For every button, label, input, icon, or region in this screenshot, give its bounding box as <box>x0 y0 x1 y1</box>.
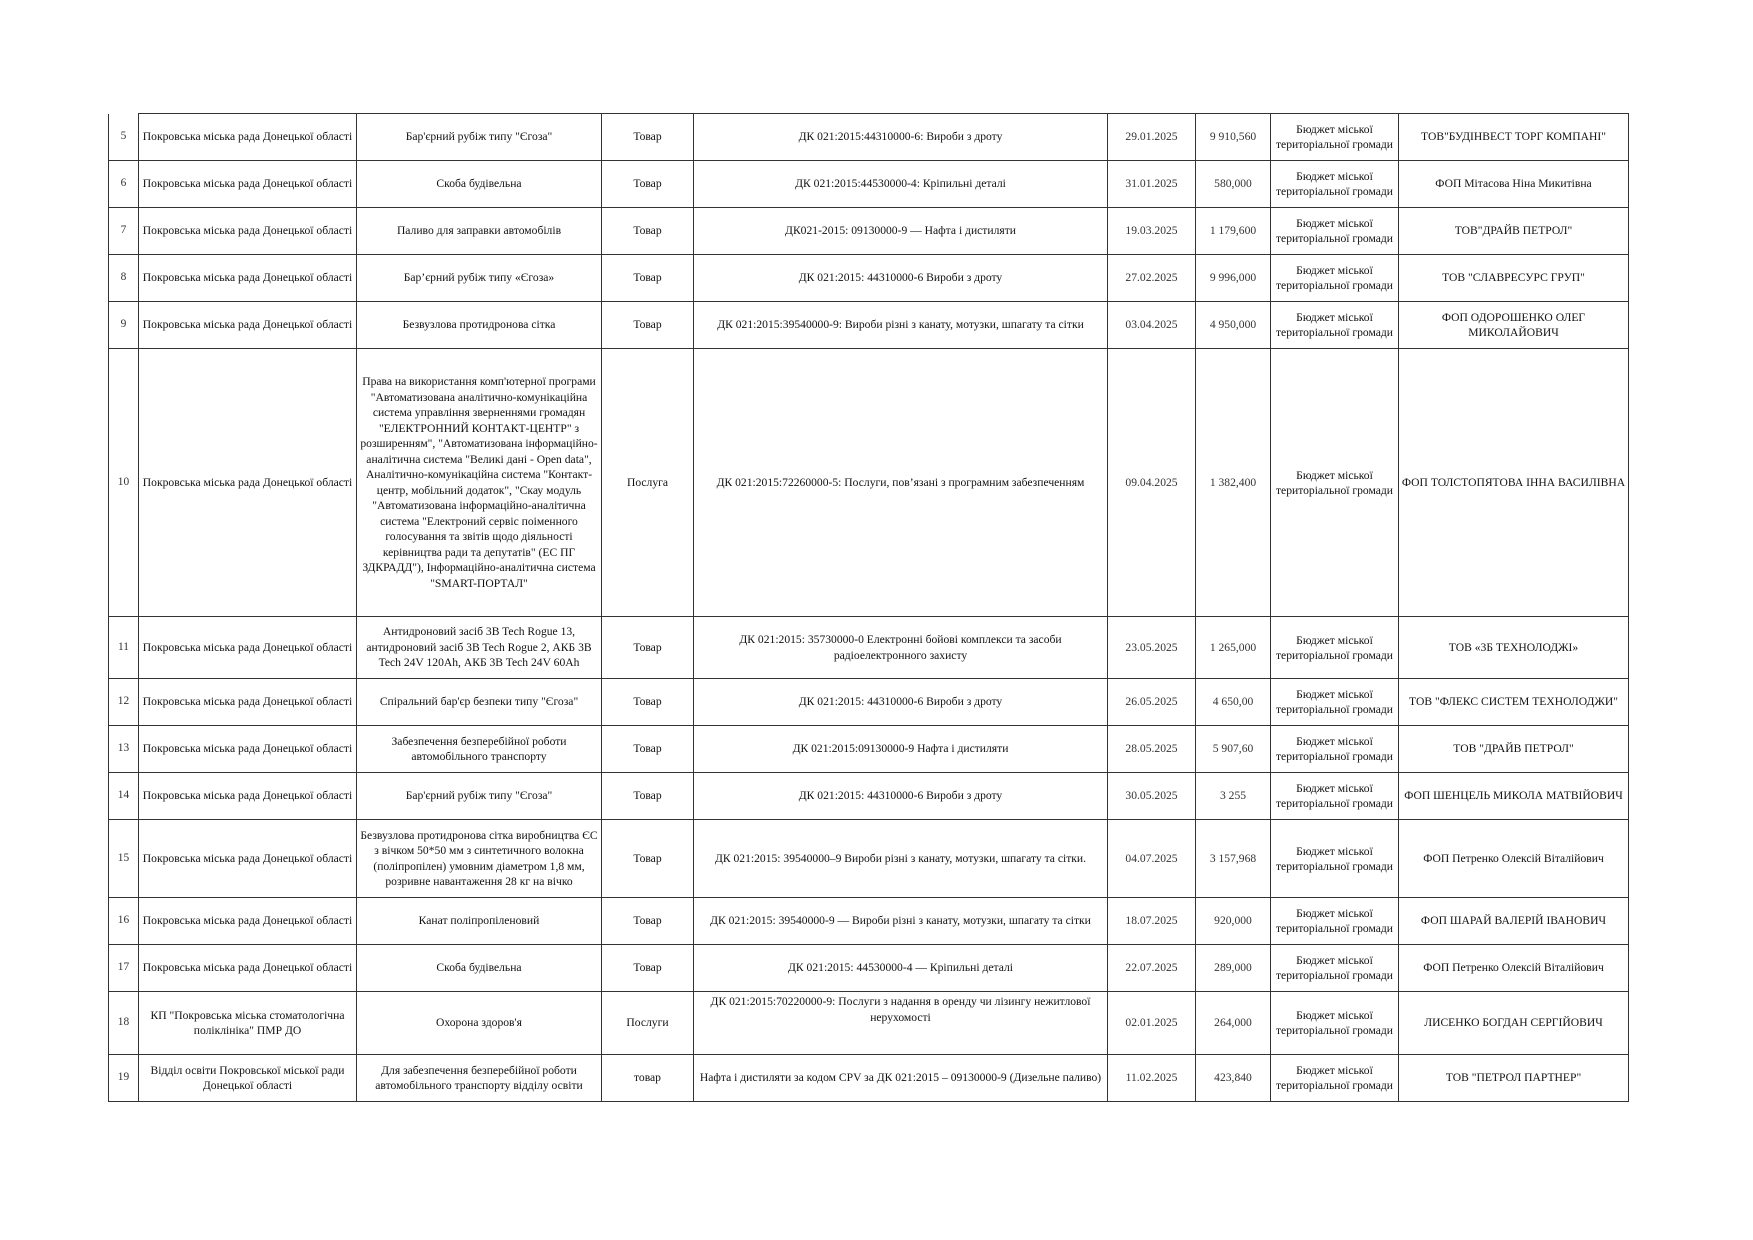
amount-cell: 1 265,000 <box>1196 617 1271 679</box>
row-number: 9 <box>109 302 139 349</box>
procurement-type-cell: Послуги <box>602 992 694 1055</box>
table-row <box>109 349 1629 617</box>
table-row <box>109 898 1629 945</box>
amount-cell: 4 950,000 <box>1196 302 1271 349</box>
row-number: 11 <box>109 617 139 679</box>
contract-date-cell: 19.03.2025 <box>1108 208 1196 255</box>
customer-cell: Покровська міська рада Донецької області <box>139 617 357 679</box>
table-row <box>109 1055 1629 1102</box>
subject-cell: Охорона здоров'я <box>357 992 602 1055</box>
procurement-type-cell: Товар <box>602 679 694 726</box>
amount-cell: 920,000 <box>1196 898 1271 945</box>
customer-cell: Покровська міська рада Донецької області <box>139 773 357 820</box>
row-number: 8 <box>109 255 139 302</box>
funding-source-cell: Бюджет міської територіальної громади <box>1271 1055 1399 1102</box>
subject-cell: Бар'єрний рубіж типу "Єгоза" <box>357 114 602 161</box>
customer-cell: Покровська міська рада Донецької області <box>139 208 357 255</box>
table-row <box>109 617 1629 679</box>
cpv-code-cell: ДК021-2015: 09130000-9 — Нафта і дистиляти <box>694 208 1108 255</box>
supplier-cell: ТОВ «3Б ТЕХНОЛОДЖІ» <box>1399 617 1629 679</box>
funding-source-cell: Бюджет міської територіальної громади <box>1271 255 1399 302</box>
funding-source-cell: Бюджет міської територіальної громади <box>1271 302 1399 349</box>
customer-cell: Покровська міська рада Донецької області <box>139 302 357 349</box>
customer-cell: Покровська міська рада Донецької області <box>139 114 357 161</box>
supplier-cell: ФОП Петренко Олексій Віталійович <box>1399 820 1629 898</box>
row-number: 18 <box>109 992 139 1055</box>
contract-date-cell: 18.07.2025 <box>1108 898 1196 945</box>
customer-cell: Покровська міська рада Донецької області <box>139 898 357 945</box>
funding-source-cell: Бюджет міської територіальної громади <box>1271 617 1399 679</box>
amount-cell: 9 996,000 <box>1196 255 1271 302</box>
funding-source-cell: Бюджет міської територіальної громади <box>1271 820 1399 898</box>
contract-date-cell: 23.05.2025 <box>1108 617 1196 679</box>
cpv-code-cell: ДК 021:2015: 44310000-6 Вироби з дроту <box>694 679 1108 726</box>
subject-cell: Скоба будівельна <box>357 161 602 208</box>
contract-date-cell: 29.01.2025 <box>1108 114 1196 161</box>
table-row <box>109 208 1629 255</box>
customer-cell: Покровська міська рада Донецької області <box>139 161 357 208</box>
amount-cell: 3 255 <box>1196 773 1271 820</box>
contract-date-cell: 22.07.2025 <box>1108 945 1196 992</box>
table-row <box>109 255 1629 302</box>
procurement-type-cell: Товар <box>602 255 694 302</box>
row-number: 15 <box>109 820 139 898</box>
supplier-cell: ФОП ТОЛСТОПЯТОВА ІННА ВАСИЛІВНА <box>1399 349 1629 617</box>
table-row <box>109 302 1629 349</box>
table-body <box>109 114 1629 1102</box>
row-number: 13 <box>109 726 139 773</box>
subject-cell: Спіральний бар'єр безпеки типу "Єгоза" <box>357 679 602 726</box>
funding-source-cell: Бюджет міської територіальної громади <box>1271 945 1399 992</box>
subject-cell: Безвузлова протидронова сітка <box>357 302 602 349</box>
supplier-cell: ТОВ "ДРАЙВ ПЕТРОЛ" <box>1399 726 1629 773</box>
funding-source-cell: Бюджет міської територіальної громади <box>1271 773 1399 820</box>
subject-cell: Скоба будівельна <box>357 945 602 992</box>
subject-cell: Для забезпечення безперебійної роботи автомобільного транспорту відділу освіти <box>357 1055 602 1102</box>
table-row <box>109 114 1629 161</box>
procurement-table <box>108 113 1629 1102</box>
cpv-code-cell: ДК 021:2015:39540000-9: Вироби різні з канату, мотузки, шпагату та сітки <box>694 302 1108 349</box>
funding-source-cell: Бюджет міської територіальної громади <box>1271 898 1399 945</box>
customer-cell: Покровська міська рада Донецької області <box>139 349 357 617</box>
supplier-cell: ТОВ "ПЕТРОЛ ПАРТНЕР" <box>1399 1055 1629 1102</box>
cpv-code-cell: ДК 021:2015: 39540000–9 Вироби різні з канату, мотузки, шпагату та сітки. <box>694 820 1108 898</box>
procurement-type-cell: Товар <box>602 820 694 898</box>
contract-date-cell: 09.04.2025 <box>1108 349 1196 617</box>
amount-cell: 9 910,560 <box>1196 114 1271 161</box>
contract-date-cell: 31.01.2025 <box>1108 161 1196 208</box>
row-number: 12 <box>109 679 139 726</box>
supplier-cell: ФОП Мітасова Ніна Микитівна <box>1399 161 1629 208</box>
customer-cell: Покровська міська рада Донецької області <box>139 726 357 773</box>
subject-cell: Бар'єрний рубіж типу "Єгоза" <box>357 773 602 820</box>
funding-source-cell: Бюджет міської територіальної громади <box>1271 726 1399 773</box>
funding-source-cell: Бюджет міської територіальної громади <box>1271 208 1399 255</box>
amount-cell: 4 650,00 <box>1196 679 1271 726</box>
table-row <box>109 820 1629 898</box>
procurement-type-cell: Товар <box>602 726 694 773</box>
contract-date-cell: 30.05.2025 <box>1108 773 1196 820</box>
customer-cell: Відділ освіти Покровської міської ради Донецької області <box>139 1055 357 1102</box>
subject-cell: Канат поліпропіленовий <box>357 898 602 945</box>
row-number: 17 <box>109 945 139 992</box>
supplier-cell: ЛИСЕНКО БОГДАН СЕРГІЙОВИЧ <box>1399 992 1629 1055</box>
procurement-type-cell: товар <box>602 1055 694 1102</box>
contract-date-cell: 02.01.2025 <box>1108 992 1196 1055</box>
table-row <box>109 679 1629 726</box>
procurement-type-cell: Товар <box>602 945 694 992</box>
cpv-code-cell: ДК 021:2015: 44310000-6 Вироби з дроту <box>694 773 1108 820</box>
amount-cell: 3 157,968 <box>1196 820 1271 898</box>
table-row <box>109 726 1629 773</box>
funding-source-cell: Бюджет міської територіальної громади <box>1271 161 1399 208</box>
amount-cell: 1 179,600 <box>1196 208 1271 255</box>
supplier-cell: ТОВ "СЛАВРЕСУРС ГРУП" <box>1399 255 1629 302</box>
supplier-cell: ТОВ "ФЛЕКС СИСТЕМ ТЕХНОЛОДЖИ" <box>1399 679 1629 726</box>
subject-cell: Забезпечення безперебійної роботи автомобільного транспорту <box>357 726 602 773</box>
procurement-type-cell: Товар <box>602 302 694 349</box>
customer-cell: КП "Покровська міська стоматологічна поліклініка" ПМР ДО <box>139 992 357 1055</box>
amount-cell: 580,000 <box>1196 161 1271 208</box>
subject-cell: Безвузлова протидронова сітка виробництва ЄС з вічком 50*50 мм з синтетичного волокна (поліпропілен) умовним діаметром 1,8 мм, розривне навантаження 28 кг на вічко <box>357 820 602 898</box>
funding-source-cell: Бюджет міської територіальної громади <box>1271 349 1399 617</box>
supplier-cell: ФОП ШАРАЙ ВАЛЕРІЙ ІВАНОВИЧ <box>1399 898 1629 945</box>
subject-cell: Права на використання комп'ютерної програми "Автоматизована аналітично-комунікаційна система управління зверненнями громадян "ЕЛЕКТРОННИЙ КОНТАКТ-ЦЕНТР" з розширенням", "Автоматизована інформаційно- аналітична система "Великі дані - Open data", Аналітично-комунікаційна система "Контакт-центр, мобільний додаток", "Скау модуль "Автоматизована інформаційно-аналітична система "Електроний сервіс поіменного голосування та звітів щодо діяльності керівництва ради та депутатів" (ЕС ПГ ЗДКРАДД"), Інформаційно-аналітична система "SMART-ПОРТАЛ" <box>357 349 602 617</box>
customer-cell: Покровська міська рада Донецької області <box>139 255 357 302</box>
cpv-code-cell: ДК 021:2015: 44310000-6 Вироби з дроту <box>694 255 1108 302</box>
cpv-code-cell: ДК 021:2015: 44530000-4 — Кріпильні деталі <box>694 945 1108 992</box>
contract-date-cell: 26.05.2025 <box>1108 679 1196 726</box>
row-number: 7 <box>109 208 139 255</box>
cpv-code-cell: Нафта і дистиляти за кодом CPV за ДК 021:2015 – 09130000-9 (Дизельне паливо) <box>694 1055 1108 1102</box>
customer-cell: Покровська міська рада Донецької області <box>139 820 357 898</box>
contract-date-cell: 28.05.2025 <box>1108 726 1196 773</box>
row-number: 6 <box>109 161 139 208</box>
cpv-code-cell: ДК 021:2015:09130000-9 Нафта і дистиляти <box>694 726 1108 773</box>
subject-cell: Антидроновий засіб 3B Tech Rogue 13, антидроновий засіб 3B Tech Rogue 2, АКБ 3B Tech 24V 120Ah, АКБ 3B Tech 24V 60Ah <box>357 617 602 679</box>
table-row <box>109 992 1629 1055</box>
cpv-code-cell: ДК 021:2015:70220000-9: Послуги з надання в оренду чи лізингу нежитлової нерухомості <box>694 992 1108 1055</box>
subject-cell: Бар’єрний рубіж типу «Єгоза» <box>357 255 602 302</box>
funding-source-cell: Бюджет міської територіальної громади <box>1271 992 1399 1055</box>
amount-cell: 423,840 <box>1196 1055 1271 1102</box>
table-row <box>109 161 1629 208</box>
row-number: 19 <box>109 1055 139 1102</box>
row-number: 5 <box>109 114 139 161</box>
contract-date-cell: 04.07.2025 <box>1108 820 1196 898</box>
supplier-cell: ФОП Петренко Олексій Віталійович <box>1399 945 1629 992</box>
amount-cell: 5 907,60 <box>1196 726 1271 773</box>
cpv-code-cell: ДК 021:2015: 39540000-9 — Вироби різні з канату, мотузки, шпагату та сітки <box>694 898 1108 945</box>
subject-cell: Паливо для заправки автомобілів <box>357 208 602 255</box>
amount-cell: 264,000 <box>1196 992 1271 1055</box>
procurement-type-cell: Товар <box>602 773 694 820</box>
table-row <box>109 773 1629 820</box>
procurement-type-cell: Товар <box>602 898 694 945</box>
procurement-type-cell: Товар <box>602 114 694 161</box>
supplier-cell: ТОВ"БУДІНВЕСТ ТОРГ КОМПАНІ" <box>1399 114 1629 161</box>
supplier-cell: ФОП ШЕНЦЕЛЬ МИКОЛА МАТВІЙОВИЧ <box>1399 773 1629 820</box>
row-number: 16 <box>109 898 139 945</box>
customer-cell: Покровська міська рада Донецької області <box>139 945 357 992</box>
row-number: 14 <box>109 773 139 820</box>
contract-date-cell: 03.04.2025 <box>1108 302 1196 349</box>
funding-source-cell: Бюджет міської територіальної громади <box>1271 679 1399 726</box>
procurement-type-cell: Товар <box>602 161 694 208</box>
procurement-type-cell: Товар <box>602 617 694 679</box>
funding-source-cell: Бюджет міської територіальної громади <box>1271 114 1399 161</box>
procurement-type-cell: Послуга <box>602 349 694 617</box>
contract-date-cell: 11.02.2025 <box>1108 1055 1196 1102</box>
cpv-code-cell: ДК 021:2015: 35730000-0 Електронні бойові комплекси та засоби радіоелектронного захисту <box>694 617 1108 679</box>
contract-date-cell: 27.02.2025 <box>1108 255 1196 302</box>
row-number: 10 <box>109 349 139 617</box>
supplier-cell: ТОВ"ДРАЙВ ПЕТРОЛ" <box>1399 208 1629 255</box>
procurement-type-cell: Товар <box>602 208 694 255</box>
cpv-code-cell: ДК 021:2015:44530000-4: Кріпильні деталі <box>694 161 1108 208</box>
customer-cell: Покровська міська рада Донецької області <box>139 679 357 726</box>
cpv-code-cell: ДК 021:2015:72260000-5: Послуги, пов’язані з програмним забезпеченням <box>694 349 1108 617</box>
supplier-cell: ФОП ОДОРОШЕНКО ОЛЕГ МИКОЛАЙОВИЧ <box>1399 302 1629 349</box>
cpv-code-cell: ДК 021:2015:44310000-6: Вироби з дроту <box>694 114 1108 161</box>
table-row <box>109 945 1629 992</box>
amount-cell: 289,000 <box>1196 945 1271 992</box>
amount-cell: 1 382,400 <box>1196 349 1271 617</box>
